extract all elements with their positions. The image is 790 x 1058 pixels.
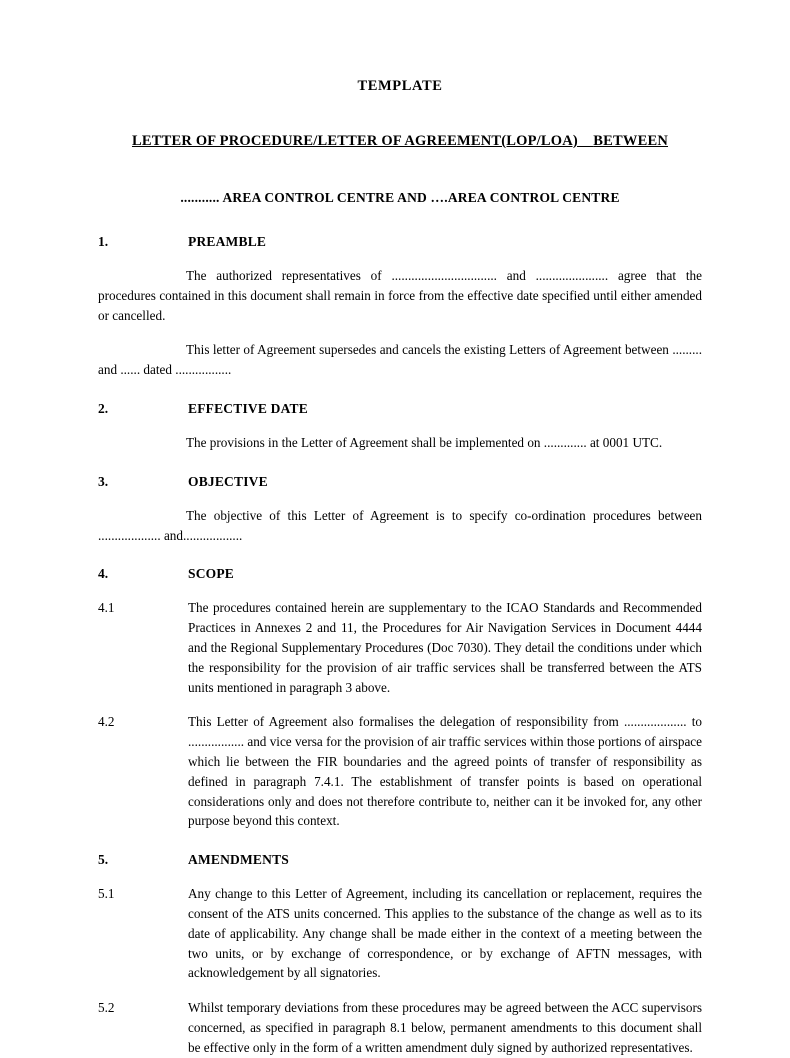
- paragraph-number: 5.1: [98, 886, 115, 902]
- section-heading-scope: [98, 566, 702, 582]
- section-heading-amendments: [98, 852, 702, 868]
- section-title: AMENDMENTS: [188, 852, 290, 868]
- section-1-paragraph-1: The authorized representatives of ................................ and ...................... agree that the procedures contained in this document shall remain in force from the effective date specified until either amended or cancelled.: [98, 268, 702, 323]
- paragraph-number: 4.1: [98, 600, 115, 616]
- document-subtitle-spacer: [578, 133, 593, 149]
- section-number: 3.: [98, 473, 109, 489]
- document-subtitle-tail: BETWEEN: [593, 133, 669, 149]
- paragraph-text: Any change to this Letter of Agreement, including its cancellation or replacement, requires the consent of the ATS units concerned. This applies to the substance of the change as well as to its date of applicability. Any change shall be made either in the context of a meeting between the two units, or by exchange of correspondence, or by exchange of AFTN messages, with acknowledgement by all signatories.: [188, 886, 702, 981]
- paragraph-text: This Letter of Agreement also formalises the delegation of responsibility from ................... to ................. and vice versa for the provision of air traffic services within those portions of airspace which lie between the FIR boundaries and the agreed points of transfer of responsibility as defined in paragraph 7.4.1. The establishment of transfer points is based on operational considerations only and does not therefore contribute to, neither can it be invoked for, any other purpose beyond this context.: [188, 714, 702, 829]
- section-3-paragraph-1: The objective of this Letter of Agreement is to specify co-ordination procedures between ................... and..................: [98, 507, 702, 543]
- section-number: 5.: [98, 852, 109, 868]
- paragraph-text: The procedures contained herein are supplementary to the ICAO Standards and Recommended Practices in Annexes 2 and 11, the Procedures for Air Navigation Services in Document 4444 and the Regional Supplementary Procedures (Doc 7030). They detail the conditions under which the responsibility for the provision of air traffic services shall be transferred between the ATS units mentioned in paragraph 3 above.: [188, 600, 702, 695]
- section-2-paragraph-1: The provisions in the Letter of Agreement shall be implemented on ............. at 0001 UTC.: [186, 434, 663, 450]
- section-1-paragraph-2: This letter of Agreement supersedes and cancels the existing Letters of Agreement between ......... and ...... dated .................: [98, 342, 702, 378]
- document-subtitle: [98, 133, 702, 150]
- section-title: OBJECTIVE: [188, 473, 268, 489]
- paragraph-number: 5.2: [98, 1000, 115, 1016]
- paragraph-number: 4.2: [98, 714, 115, 730]
- section-heading-preamble: [98, 234, 702, 250]
- paragraph-5-1: [98, 884, 702, 983]
- page-title: TEMPLATE: [357, 78, 443, 94]
- paragraph-text: Whilst temporary deviations from these procedures may be agreed between the ACC supervisors concerned, as specified in paragraph 8.1 below, permanent amendments to this document shall be effective only in the form of a written amendment duly signed by authorized representatives.: [188, 1000, 702, 1055]
- paragraph-5-2: [98, 998, 702, 1057]
- section-heading-effective-date: [98, 401, 702, 417]
- paragraph-4-1: [98, 598, 702, 697]
- section-title: PREAMBLE: [188, 234, 267, 249]
- paragraph-4-2: [98, 712, 702, 831]
- section-number: 1.: [98, 234, 109, 249]
- section-heading-objective: [98, 474, 702, 490]
- section-title: SCOPE: [188, 566, 235, 582]
- document-subtitle-main: LETTER OF PROCEDURE/LETTER OF AGREEMENT(LOP/LOA): [131, 133, 578, 149]
- document-parties-line: ........... AREA CONTROL CENTRE AND ….AREA CONTROL CENTRE: [180, 190, 620, 205]
- section-number: 2.: [98, 400, 109, 416]
- section-number: 4.: [98, 566, 109, 582]
- section-title: EFFECTIVE DATE: [188, 400, 308, 416]
